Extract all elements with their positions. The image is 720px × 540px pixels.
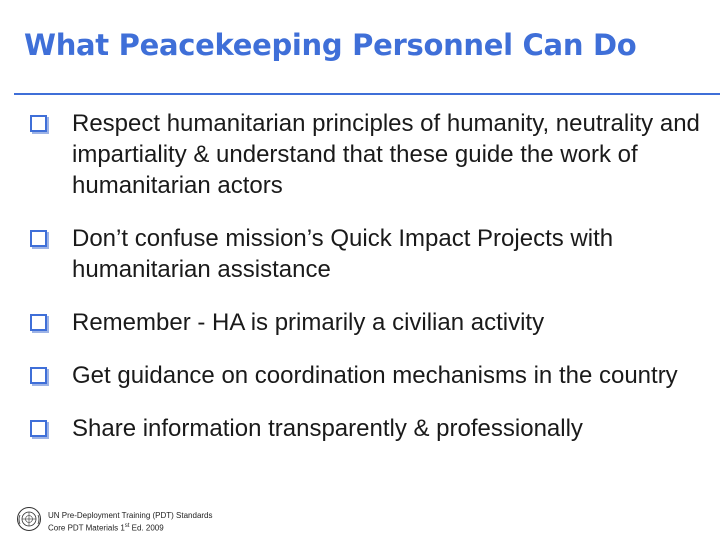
- footer-line-1: UN Pre-Deployment Training (PDT) Standards: [48, 511, 213, 520]
- bullet-text: Remember - HA is primarily a civilian activity: [72, 309, 545, 336]
- bullet-item: [30, 360, 710, 391]
- un-emblem-icon: [16, 506, 42, 532]
- bullet-item: [30, 223, 710, 285]
- square-bullet-icon: [30, 367, 47, 384]
- bullet-item: [30, 413, 710, 444]
- bullet-item: [30, 307, 710, 338]
- footer-text: [48, 510, 308, 534]
- bullet-list: [30, 108, 710, 444]
- title-divider: [14, 93, 720, 95]
- square-bullet-icon: [30, 420, 47, 437]
- bullet-text: Share information transparently & professionally: [72, 415, 583, 442]
- bullet-text: Don’t confuse mission’s Quick Impact Projects with humanitarian assistance: [72, 225, 614, 283]
- square-bullet-icon: [30, 230, 47, 247]
- square-bullet-icon: [30, 314, 47, 331]
- bullet-text: Get guidance on coordination mechanisms in the country: [72, 362, 678, 389]
- slide-title: What Peacekeeping Personnel Can Do: [24, 28, 637, 62]
- bullet-text: Respect humanitarian principles of humanity, neutrality and impartiality & understand that these guide the work of humanitarian actors: [72, 110, 700, 199]
- footer-line-2: Core PDT Materials 1st Ed. 2009: [48, 523, 164, 533]
- bullet-item: [30, 108, 710, 201]
- square-bullet-icon: [30, 115, 47, 132]
